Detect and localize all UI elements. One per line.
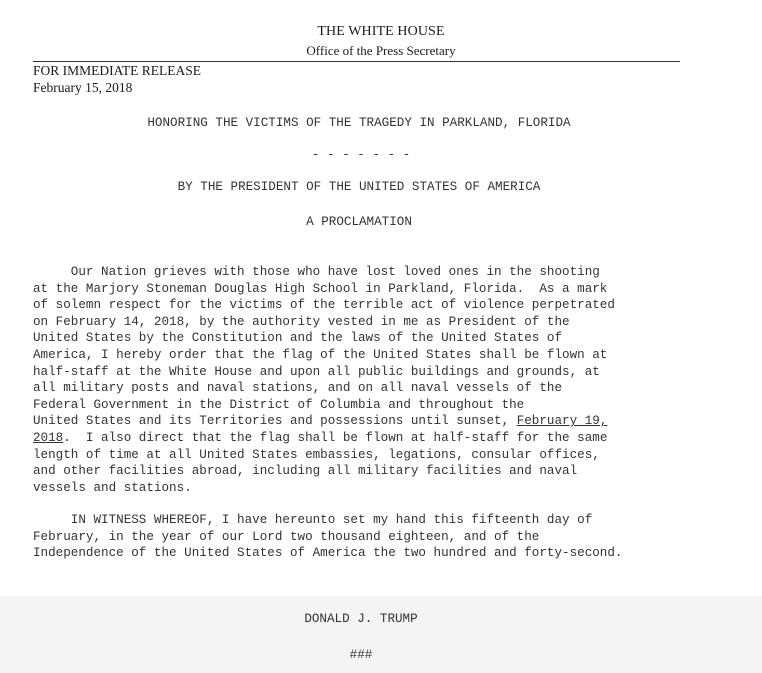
paragraph-2-line: IN WITNESS WHEREOF, I have hereunto set my hand this fifteenth day of — [33, 513, 593, 527]
paragraph-1-line: half-staff at the White House and upon all public buildings and grounds, at — [33, 364, 600, 379]
paragraph-1-line: all military posts and naval stations, and on all naval vessels of the — [33, 381, 563, 396]
paragraph-1-line: of solemn respect for the victims of the terrible act of violence perpetrated — [33, 298, 615, 313]
paragraph-1-line: on February 14, 2018, by the authority vested in me as President of the — [33, 314, 570, 329]
proclamation-heading: A PROCLAMATION — [306, 215, 412, 229]
signer-name: DONALD J. TRUMP — [304, 612, 418, 626]
paragraph-2-line: Independence of the United States of America the two hundred and forty-second. — [33, 546, 623, 561]
paragraph-1-line: United States by the Constitution and the laws of the United States of — [33, 331, 563, 346]
end-mark: ### — [349, 648, 373, 662]
release-label: FOR IMMEDIATE RELEASE — [33, 63, 201, 78]
paragraph-1-line: at the Marjory Stoneman Douglas High School in Parkland, Florida. As a mark — [33, 281, 608, 296]
paragraph-1-text: . I also direct that the flag shall be flown at half-staff for the same — [63, 430, 608, 445]
paragraph-1-line: and other facilities abroad, including all military facilities and naval — [33, 464, 578, 479]
by-line: BY THE PRESIDENT OF THE UNITED STATES OF AMERICA — [177, 180, 541, 194]
paragraph-2-line: February, in the year of our Lord two thousand eighteen, and of the — [33, 529, 540, 544]
paragraph-1-line: vessels and stations. — [33, 480, 192, 495]
proclamation-title: HONORING THE VICTIMS OF THE TRAGEDY IN PARKLAND, FLORIDA — [147, 116, 571, 130]
separator: - - - - - - - — [311, 148, 411, 162]
underlined-year: 2018 — [33, 430, 64, 445]
paragraph-1-line: Federal Government in the District of Columbia and throughout the — [33, 397, 525, 412]
paragraph-1-line — [33, 413, 733, 430]
paragraph-1 — [33, 264, 733, 496]
header-divider — [33, 61, 680, 62]
paragraph-1-line — [33, 430, 733, 447]
underlined-date: February 19, — [516, 414, 608, 429]
header-office: Office of the Press Secretary — [306, 43, 456, 58]
paragraph-2 — [33, 512, 733, 562]
paragraph-1-line: Our Nation grieves with those who have lost loved ones in the shooting — [33, 265, 600, 279]
header-title: THE WHITE HOUSE — [317, 24, 445, 39]
paragraph-1-text: United States and its Territories and possessions until sunset, — [33, 414, 517, 429]
paragraph-1-line: America, I hereby order that the flag of the United States shall be flown at — [33, 347, 608, 362]
paragraph-1-line: length of time at all United States embassies, legations, consular offices, — [33, 447, 600, 462]
release-date: February 15, 2018 — [33, 80, 133, 95]
